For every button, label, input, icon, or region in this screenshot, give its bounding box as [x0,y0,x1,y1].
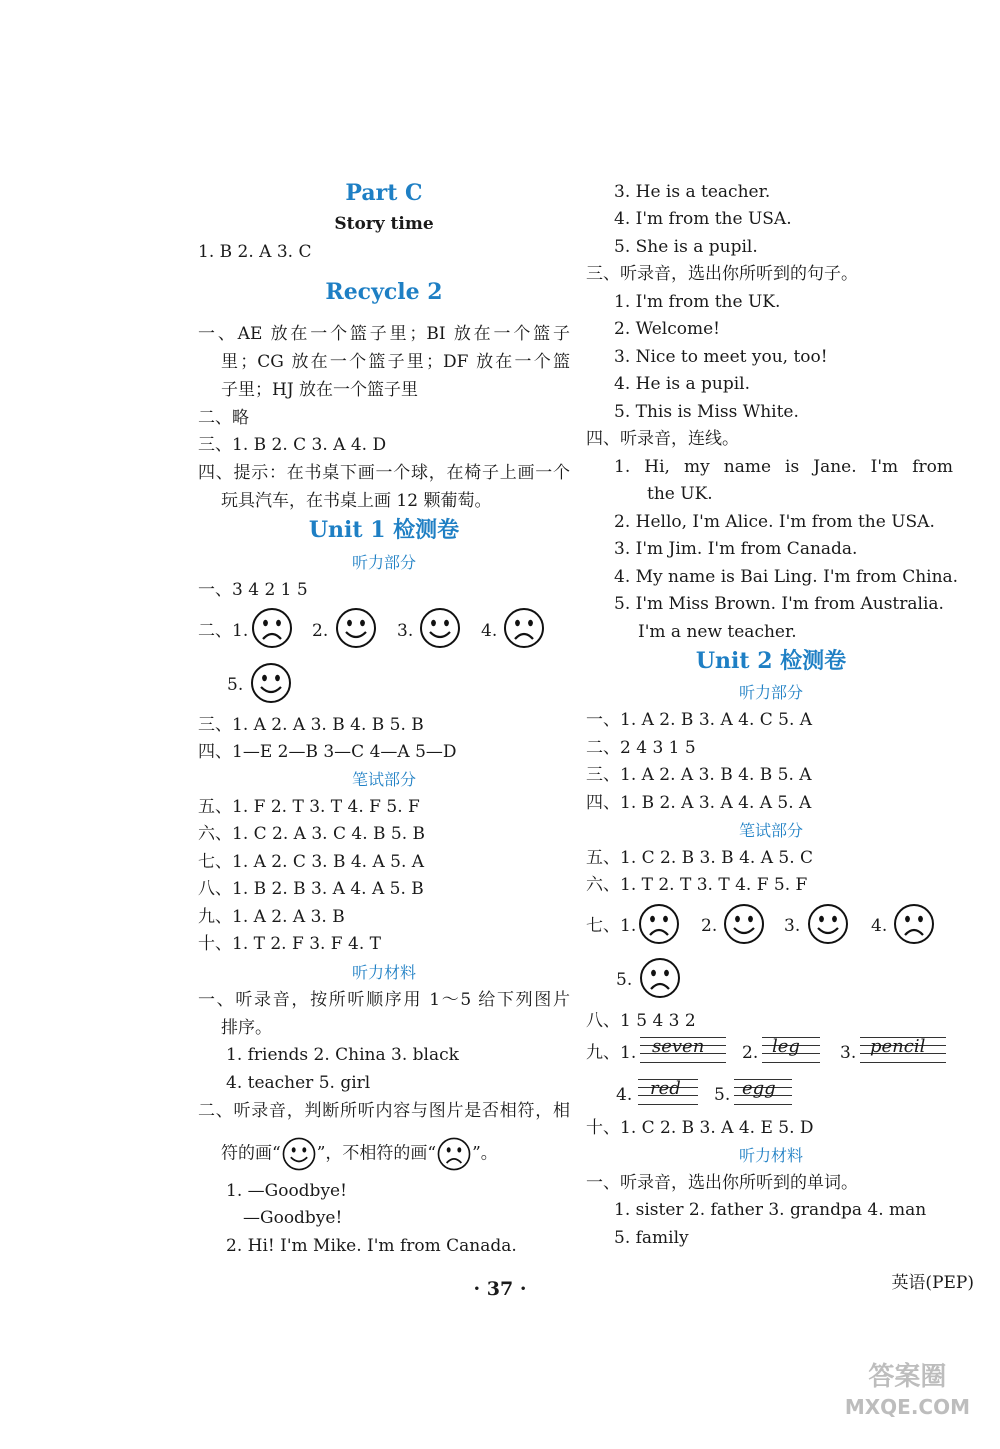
unit2-q9-label: 九、1. [586,1043,637,1063]
unit1-q4: 四、1—E 2—B 3—C 4—A 5—D [198,742,457,762]
unit2-q7-num: 2. [701,916,718,936]
material-q2-text-a: 符的画“ [221,1143,281,1164]
unit1-q7: 七、1. A 2. C 3. B 4. A 5. A [198,852,425,872]
smiley-face-icon [249,661,293,705]
smiley-face-icon [281,1136,317,1172]
listening-section-heading: 听力部分 [351,553,416,572]
listening-section-heading: 听力部分 [738,683,803,702]
unit1-q2-num: 2. [312,621,329,641]
handwritten-answer [734,1076,792,1110]
recycle-q1-line1: 一、AE 放在一个篮子里；BI 放在一个篮子 [198,324,570,344]
material-q1-words-b: 4. teacher 5. girl [226,1073,371,1093]
unit1-q10: 十、1. T 2. F 3. F 4. T [198,934,381,954]
watermark-text: 答案圈 [868,1362,947,1392]
material-q2-item1-reply: —Goodbye! [243,1208,343,1228]
written-section-heading: 笔试部分 [351,770,416,789]
sad-face-icon [637,902,681,946]
unit2-q2: 二、2 4 3 1 5 [586,738,696,758]
material-q4-item1: 1. Hi, my name is Jane. I'm from [614,457,953,477]
material-q4-item3: 3. I'm Jim. I'm from Canada. [614,539,858,559]
answer-word: seven [652,1036,705,1057]
sad-face-icon [638,956,682,1000]
unit2-q3: 三、1. A 2. A 3. B 4. B 5. A [586,765,812,785]
recycle-q1-line3: 子里；HJ 放在一个篮子里 [221,380,419,400]
sad-face-icon [892,902,936,946]
material-q1-words-a: 1. friends 2. China 3. black [226,1045,459,1065]
unit2-q9-num: 3. [840,1043,857,1063]
material-q4-item5: 5. I'm Miss Brown. I'm from Australia. [614,594,944,614]
materials-section-heading: 听力材料 [738,1146,803,1165]
recycle-q3: 三、1. B 2. C 3. A 4. D [198,435,387,455]
unit2-q7-num: 5. [616,970,633,990]
part-c-heading: Part C [345,180,423,206]
unit1-q1: 一、3 4 2 1 5 [198,580,308,600]
smiley-face-icon [334,606,378,650]
recycle-q4-line2: 玩具汽车，在书桌上画 12 颗葡萄。 [221,491,492,511]
material-q4-item4: 4. My name is Bai Ling. I'm from China. [614,567,959,587]
unit2-q9-num: 4. [616,1085,633,1105]
unit2-q10: 十、1. C 2. B 3. A 4. E 5. D [586,1118,814,1138]
handwritten-answer [640,1034,726,1068]
material-q4-item2: 2. Hello, I'm Alice. I'm from the USA. [614,512,935,532]
material-q3-item3: 3. Nice to meet you, too! [614,347,828,367]
unit1-q2-label: 二、1. [198,621,249,641]
material-q2-item3: 3. He is a teacher. [614,182,771,202]
unit-2-heading: Unit 2 检测卷 [695,648,847,674]
answer-word: pencil [870,1036,926,1057]
material-q2-text-b: ”，不相符的画“ [316,1143,437,1164]
material-u2-q1-words-b: 5. family [614,1228,689,1248]
material-q2-item2: 2. Hi! I'm Mike. I'm from Canada. [226,1236,517,1256]
handwritten-answer [860,1034,946,1068]
unit1-q2-num: 4. [481,621,498,641]
recycle-2-heading: Recycle 2 [325,279,443,305]
unit2-q8: 八、1 5 4 3 2 [586,1011,696,1031]
sad-face-icon [502,606,546,650]
recycle-q1-line2: 里；CG 放在一个篮子里；DF 放在一个篮 [221,352,570,372]
unit2-q7-num: 4. [871,916,888,936]
answer-word: red [650,1078,681,1099]
unit1-q9: 九、1. A 2. A 3. B [198,907,345,927]
sad-face-icon [250,606,294,650]
material-q3-item2: 2. Welcome! [614,319,720,339]
material-q3-item5: 5. This is Miss White. [614,402,799,422]
handwritten-answer [638,1076,698,1110]
material-u2-q1-words-a: 1. sister 2. father 3. grandpa 4. man [614,1200,927,1220]
material-q2-line2 [221,1136,498,1172]
material-q2-item4: 4. I'm from the USA. [614,209,792,229]
smiley-face-icon [806,902,850,946]
material-q2-text-c: ”。 [472,1143,498,1164]
part-c-answers: 1. B 2. A 3. C [198,242,312,262]
material-q4-item5-cont: I'm a new teacher. [638,622,797,642]
material-q2-item5: 5. She is a pupil. [614,237,758,257]
smiley-face-icon [418,606,462,650]
sad-face-icon [436,1136,472,1172]
written-section-heading: 笔试部分 [738,821,803,840]
material-q1-line2: 排序。 [221,1018,272,1038]
material-u2-q1-title: 一、听录音，选出你所听到的单词。 [586,1173,858,1193]
watermark-logo [845,1362,970,1422]
answer-word: egg [742,1078,776,1099]
material-q1-line1: 一、听录音，按所听顺序用 1～5 给下列图片 [198,990,570,1010]
unit1-q5: 五、1. F 2. T 3. T 4. F 5. F [198,797,420,817]
unit2-q9-num: 2. [742,1043,759,1063]
materials-section-heading: 听力材料 [351,963,416,982]
answer-word: leg [772,1036,800,1057]
material-q2-item1: 1. —Goodbye! [226,1181,347,1201]
handwritten-answer [762,1034,820,1068]
unit1-q6: 六、1. C 2. A 3. C 4. B 5. B [198,824,426,844]
material-q4-item1-cont: the UK. [647,484,713,504]
watermark-url: MXQE.COM [844,1395,970,1419]
material-q3-item1: 1. I'm from the UK. [614,292,781,312]
story-time-heading: Story time [334,214,434,234]
material-q4-title: 四、听录音，连线。 [586,429,739,449]
unit1-q3: 三、1. A 2. A 3. B 4. B 5. B [198,715,424,735]
unit1-q8: 八、1. B 2. B 3. A 4. A 5. B [198,879,424,899]
unit-1-heading: Unit 1 检测卷 [308,517,460,543]
subject-label: 英语(PEP) [891,1273,974,1293]
material-q3-item4: 4. He is a pupil. [614,374,751,394]
page-number: · 37 · [473,1278,527,1300]
unit2-q9-num: 5. [714,1085,731,1105]
material-q2-line1: 二、听录音，判断所听内容与图片是否相符，相 [198,1101,570,1121]
material-q3-title: 三、听录音，选出你所听到的句子。 [586,264,858,284]
recycle-q4-line1: 四、提示：在书桌下画一个球，在椅子上画一个 [198,463,570,483]
unit2-q7-label: 七、1. [586,916,637,936]
unit2-q4: 四、1. B 2. A 3. A 4. A 5. A [586,793,812,813]
unit1-q2-num: 3. [397,621,414,641]
unit2-q1: 一、1. A 2. B 3. A 4. C 5. A [586,710,813,730]
unit1-q2-num: 5. [227,675,244,695]
recycle-q2: 二、略 [198,408,249,428]
unit2-q5: 五、1. C 2. B 3. B 4. A 5. C [586,848,814,868]
smiley-face-icon [722,902,766,946]
unit2-q6: 六、1. T 2. T 3. T 4. F 5. F [586,875,808,895]
unit2-q7-num: 3. [784,916,801,936]
